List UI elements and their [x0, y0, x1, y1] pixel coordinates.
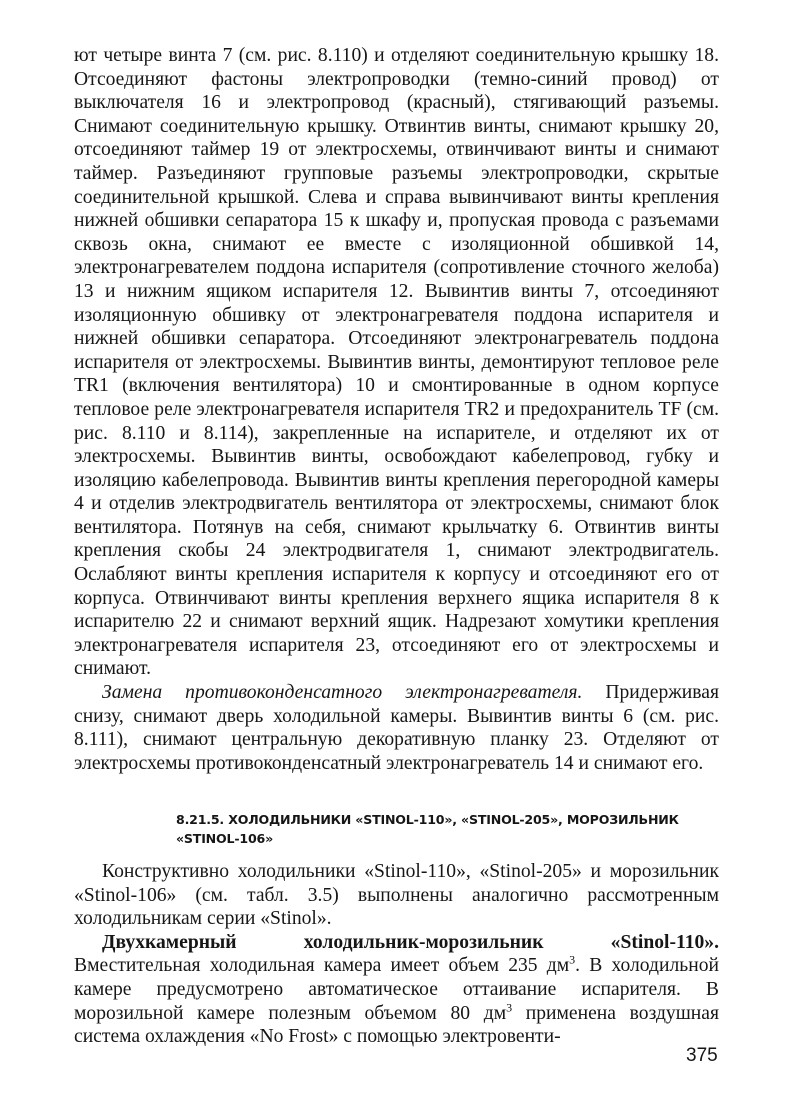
paragraph-body-b: . В холодильной камере предусмотрено автоматическое оттаивание испарителя. В морозильной камере полезным объемом 80 дм: [74, 955, 719, 1024]
main-text-block: [74, 44, 719, 775]
superscript-cubed: 3: [569, 952, 576, 967]
paragraph-lead-bold: Двухкамерный холодильник-морозильник «Stinol-110».: [102, 931, 719, 953]
paragraph-disassembly: ют четыре винта 7 (см. рис. 8.110) и отделяют соединительную крышку 18. Отсоединяют фастоны электропроводки (темно-синий провод) от выключателя 16 и электропровод (красный), стягивающий разъемы. Снимают соединительную крышку. Отвинтив винты, снимают крышку 20, отсоединяют таймер 19 от электросхемы, отвинчивают винты и снимают таймер. Разъединяют групповые разъемы электропроводки, скрытые соединительной крышкой. Слева и справа вывинчивают винты крепления нижней обшивки сепаратора 15 к шкафу и, пропуская провода с разъемами сквозь окна, снимают ее вместе с изоляционной обшивкой 14, электронагревателем поддона испарителя (сопротивление сточного желоба) 13 и нижним ящиком испарителя 12. Вывинтив винты 7, отсоединяют изоляционную обшивку от электронагревателя поддона испарителя и нижней обшивки сепаратора. Отсоединяют электронагреватель поддона испарителя от электросхемы. Вывинтив винты, демонтируют тепловое реле TR1 (включения вентилятора) 10 и смонтированные в одном корпусе тепловое реле электронагревателя испарителя TR2 и предохранитель TF (см. рис. 8.110 и 8.114), закрепленные на испарителе, и отделяют их от электросхемы. Вывинтив винты, освобождают кабелепровод, губку и изоляцию кабелепровода. Вывинтив винты крепления перегородной камеры 4 и отделив электродвигатель вентилятора от электросхемы, снимают блок вентилятора. Потянув на себя, снимают крыльчатку 6. Отвинтив винты крепления скобы 24 электродвигателя 1, снимают электродвигатель. Ослабляют винты крепления испарителя к корпусу и отсоединяют его от корпуса. Отвинчивают винты крепления верхнего ящика испарителя 8 к испарителю 22 и снимают верхний ящик. Надрезают хомутики крепления электронагревателя испарителя 23, отсоединяют его от электросхемы и снимают.: [74, 45, 719, 680]
paragraph-stinol-110: [74, 931, 719, 1049]
paragraph-lead-italic: Замена противоконденсатного электронагревателя.: [102, 682, 583, 704]
section-text-block: [74, 860, 719, 1049]
paragraph-construction: Конструктивно холодильники «Stinol-110», «Stinol-205» и морозильник «Stinol-106» (см. табл. 3.5) выполнены аналогично рассмотренным холодильникам серии «Stinol».: [74, 861, 719, 930]
page-number: 375: [686, 1045, 718, 1066]
paragraph-body: Придерживая снизу, снимают дверь холодильной камеры. Вывинтив винты 6 (см. рис. 8.111), снимают центральную декоративную планку 23. Отделяют от электросхемы противоконденсатный электронагреватель 14 и снимают его.: [74, 682, 719, 774]
paragraph-body-c: применена воздушная система охлаждения «No Frost» с помощью электровенти-: [74, 1002, 719, 1048]
paragraph-body-a: Вместительная холодильная камера имеет объем 235 дм: [74, 955, 570, 977]
paragraph-anti-condensate-heater: [74, 681, 719, 775]
superscript-cubed: 3: [506, 1000, 513, 1015]
section-heading: 8.21.5. ХОЛОДИЛЬНИКИ «STINOL-110», «STINOL-205», МОРОЗИЛЬНИК «STINOL-106»: [176, 812, 679, 846]
